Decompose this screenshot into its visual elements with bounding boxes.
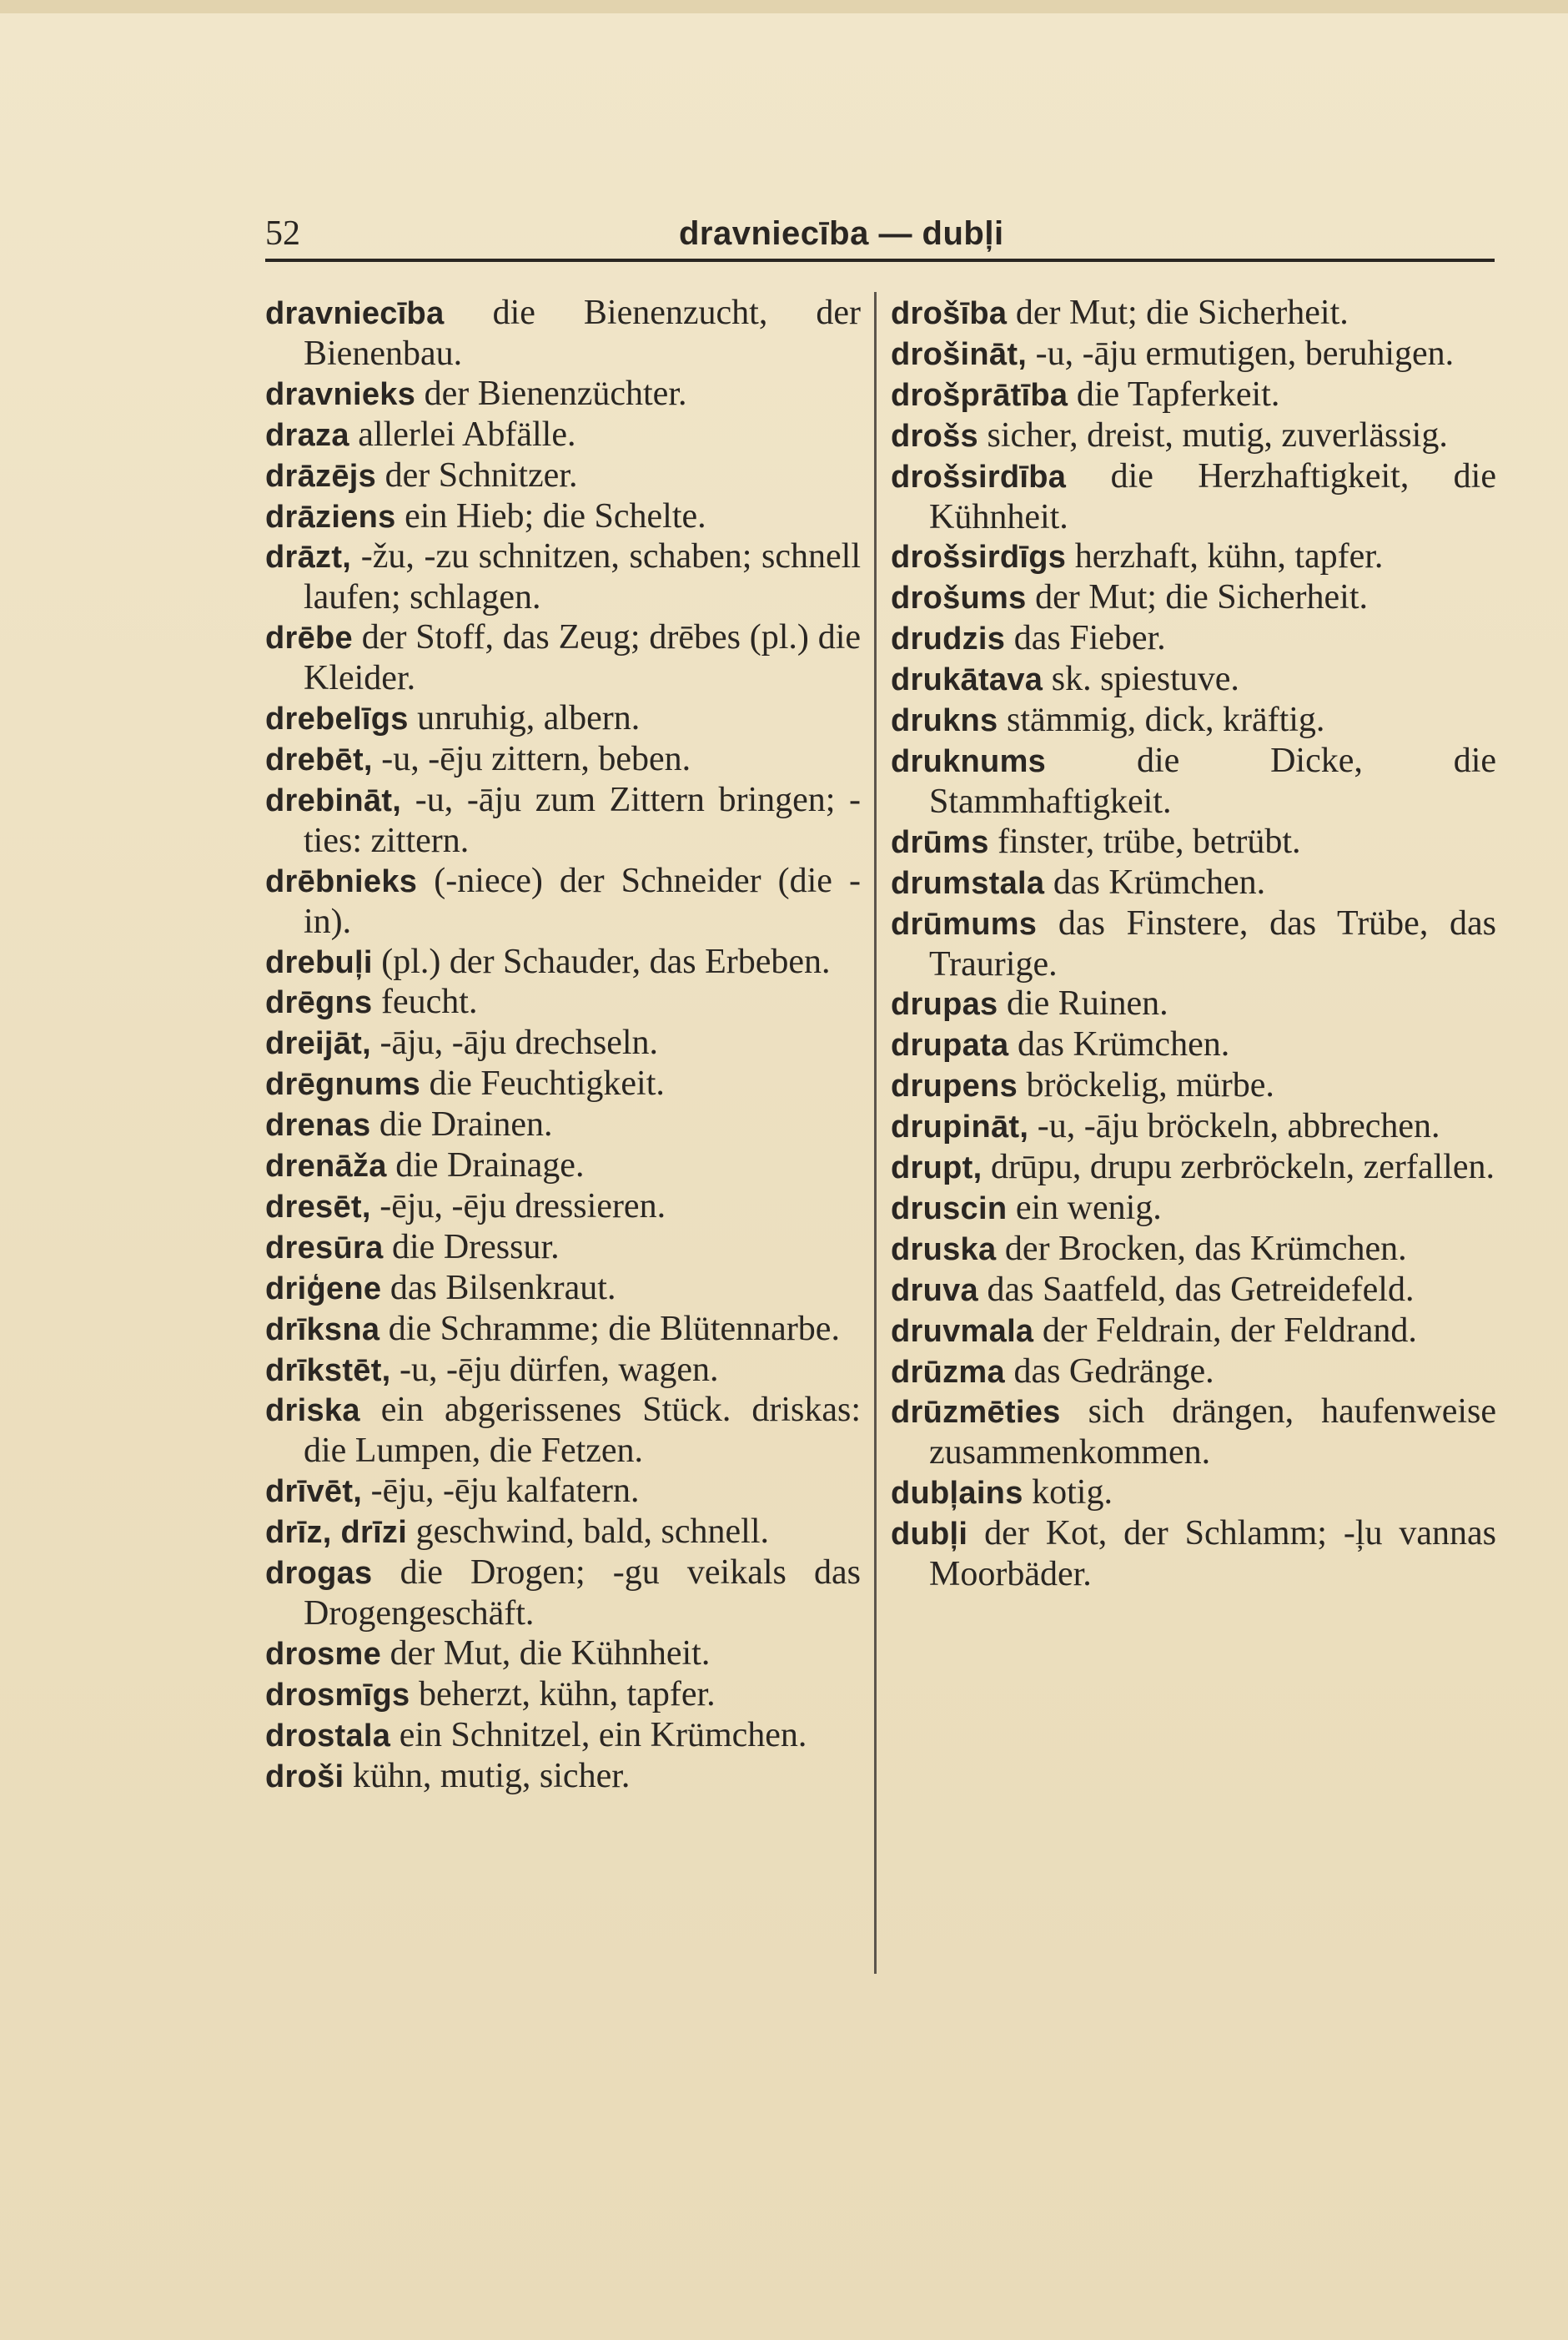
dictionary-entry	[265, 943, 861, 984]
entry-definition: das Saatfeld, das Getreidefeld.	[987, 1270, 1415, 1309]
entry-headword: drēgnums	[265, 1067, 421, 1103]
dictionary-entry	[891, 742, 1496, 823]
entry-headword: drošība	[891, 296, 1008, 331]
entry-headword: dresūra	[265, 1230, 384, 1266]
page-number: 52	[265, 214, 300, 253]
entry-headword: drebelīgs	[265, 702, 409, 737]
entry-headword: drupas	[891, 987, 998, 1023]
entry-headword: drūms	[891, 824, 989, 860]
entry-definition: finster, trübe, betrübt.	[998, 822, 1301, 861]
entry-headword: drāzt,	[265, 540, 352, 576]
dictionary-entry	[891, 660, 1496, 701]
dictionary-entry	[265, 983, 861, 1024]
entry-headword: dreijāt,	[265, 1026, 371, 1062]
entry-headword: drupināt,	[891, 1110, 1029, 1145]
entry-headword: drostala	[265, 1718, 391, 1754]
entry-headword: druska	[891, 1231, 997, 1267]
entry-definition: das Krümchen.	[1053, 863, 1266, 902]
entry-definition: die Dicke, die Stammhaftigkeit.	[929, 741, 1497, 821]
entry-definition: ein Hieb; die Schelte.	[405, 496, 706, 536]
dictionary-entry	[265, 862, 861, 943]
entry-definition: bröckelig, mürbe.	[1026, 1066, 1274, 1105]
dictionary-entry	[265, 781, 861, 862]
entry-definition: stämmig, dick, kräftig.	[1007, 701, 1325, 740]
dictionary-entry	[265, 1269, 861, 1310]
dictionary-entry	[265, 1757, 861, 1798]
column-divider	[874, 292, 877, 1974]
entry-headword: druva	[891, 1272, 978, 1308]
entry-headword: drogas	[265, 1556, 373, 1592]
entry-headword: druvmala	[891, 1313, 1034, 1349]
entry-definition: (pl.) der Schauder, das Erbeben.	[381, 942, 831, 981]
entry-definition: die Bienenzucht, der Bienenbau.	[304, 294, 862, 373]
entry-headword: drīkstēt,	[265, 1352, 391, 1388]
entry-definition: -u, -ēju zittern, beben.	[381, 739, 691, 778]
entry-headword: druknums	[891, 743, 1047, 779]
entry-definition: drūpu, drupu zerbröckeln, zerfallen.	[990, 1148, 1495, 1187]
entry-headword: drupens	[891, 1069, 1018, 1105]
entry-headword: drāziens	[265, 499, 396, 535]
entry-definition: sk. spiestuve.	[1051, 660, 1239, 699]
dictionary-entry	[891, 701, 1496, 742]
dictionary-entry	[891, 1066, 1496, 1107]
entry-definition: das Finstere, das Trübe, das Traurige.	[929, 903, 1496, 984]
entry-headword: drošs	[891, 418, 978, 454]
dictionary-entry	[265, 1024, 861, 1064]
entry-definition: sicher, dreist, mutig, zuverlässig.	[987, 415, 1448, 455]
dictionary-entry	[265, 740, 861, 781]
entry-headword: drēbe	[265, 621, 353, 657]
dictionary-entry	[891, 1352, 1496, 1393]
entry-definition: die Drainen.	[379, 1105, 553, 1145]
entry-headword: drudzis	[891, 621, 1006, 657]
entry-definition: -u, -āju ermutigen, beruhigen.	[1035, 334, 1455, 373]
dictionary-entry	[265, 1351, 861, 1391]
dictionary-entry	[891, 537, 1496, 578]
entry-definition: sich drängen, haufenweise zusammenkommen.	[929, 1392, 1496, 1472]
dictionary-entry	[891, 1107, 1496, 1148]
running-title: dravniecība — dubļi	[679, 215, 1004, 252]
dictionary-entry	[265, 1634, 861, 1675]
entry-headword: drošsirdīgs	[891, 540, 1067, 576]
dictionary-entry	[265, 1310, 861, 1351]
dictionary-entry	[265, 1064, 861, 1105]
entry-definition: der Feldrain, der Feldrand.	[1042, 1311, 1417, 1350]
entry-headword: drenāža	[265, 1149, 387, 1185]
entry-headword: drošprātība	[891, 377, 1068, 413]
entry-headword: dubļi	[891, 1517, 968, 1552]
entry-headword: drīksna	[265, 1311, 380, 1347]
entry-definition: -ēju, -ēju kalfatern.	[370, 1472, 640, 1511]
entry-definition: kühn, mutig, sicher.	[352, 1756, 631, 1795]
entry-definition: -u, -āju zum Zittern bringen; -ties: zittern.	[304, 780, 862, 860]
dictionary-entry	[265, 699, 861, 740]
dictionary-entry	[265, 1675, 861, 1716]
entry-definition: das Gedränge.	[1013, 1351, 1214, 1391]
entry-definition: der Brocken, das Krümchen.	[1004, 1229, 1407, 1268]
entry-definition: das Bilsenkraut.	[389, 1268, 616, 1307]
dictionary-entry	[891, 1392, 1496, 1473]
entry-headword: drēgns	[265, 985, 373, 1021]
dictionary-entry	[891, 294, 1496, 335]
entry-definition: -ēju, -ēju dressieren.	[379, 1186, 666, 1225]
entry-definition: kotig.	[1032, 1473, 1113, 1512]
entry-definition: ein abgerissenes Stück. driskas: die Lumpen, die Fetzen.	[304, 1391, 862, 1471]
entry-headword: drumstala	[891, 865, 1045, 901]
dictionary-entry	[891, 1311, 1496, 1352]
entry-headword: drūmums	[891, 906, 1038, 942]
entry-definition: der Bienenzüchter.	[424, 374, 687, 413]
dictionary-entry	[891, 984, 1496, 1025]
dictionary-entry	[265, 497, 861, 538]
entry-headword: driģene	[265, 1271, 382, 1306]
entry-definition: allerlei Abfälle.	[358, 415, 576, 454]
entry-headword: drošums	[891, 581, 1027, 616]
entry-definition: geschwind, bald, schnell.	[415, 1512, 769, 1552]
entry-headword: driska	[265, 1393, 360, 1429]
entry-headword: draza	[265, 417, 349, 453]
entry-definition: das Fieber.	[1013, 619, 1166, 658]
dictionary-entry	[891, 1271, 1496, 1311]
dictionary-entry	[891, 375, 1496, 416]
entry-definition: die Dressur.	[392, 1227, 560, 1266]
entry-definition: -žu, -zu schnitzen, schaben; schnell laufen; schlagen.	[304, 537, 861, 617]
entry-definition: (-niece) der Schneider (die -in).	[304, 861, 861, 941]
entry-definition: die Drainage.	[395, 1146, 585, 1185]
entry-definition: die Drogen; -gu veikals das Drogengeschäft.	[304, 1553, 861, 1633]
dictionary-entry	[891, 1189, 1496, 1230]
dictionary-entry	[891, 1148, 1496, 1189]
dictionary-entry	[891, 457, 1496, 538]
dictionary-entry	[891, 863, 1496, 904]
entry-headword: drebēt,	[265, 742, 373, 777]
dictionary-entry	[891, 1514, 1496, 1595]
entry-definition: -u, -āju bröckeln, abbrechen.	[1037, 1107, 1440, 1146]
page-header	[265, 210, 1495, 262]
entry-definition: herzhaft, kühn, tapfer.	[1074, 537, 1384, 576]
dictionary-entry	[265, 1472, 861, 1512]
entry-definition: feucht.	[381, 983, 478, 1022]
entry-headword: drūzmēties	[891, 1395, 1061, 1431]
entry-headword: drēbnieks	[265, 863, 418, 899]
dictionary-entry	[891, 619, 1496, 660]
dictionary-entry	[265, 1512, 861, 1553]
entry-definition: beherzt, kühn, tapfer.	[418, 1674, 716, 1713]
entry-headword: drīz, drīzi	[265, 1515, 408, 1551]
entry-definition: der Mut; die Sicherheit.	[1015, 294, 1349, 332]
dictionary-entry	[891, 578, 1496, 619]
dictionary-entry	[891, 1025, 1496, 1066]
dictionary-entry	[265, 1146, 861, 1187]
entry-definition: die Feuchtigkeit.	[429, 1064, 665, 1104]
entry-headword: drukns	[891, 703, 998, 739]
entry-definition: die Herzhaftigkeit, die Kühnheit.	[929, 456, 1496, 536]
dictionary-entry	[265, 1105, 861, 1146]
entry-headword: drāzējs	[265, 458, 377, 494]
entry-headword: dravnieks	[265, 376, 416, 412]
entry-headword: dubļains	[891, 1476, 1023, 1512]
entry-headword: drupt,	[891, 1150, 983, 1186]
entry-headword: droši	[265, 1759, 344, 1794]
dictionary-entry	[891, 1230, 1496, 1271]
entry-headword: drukātava	[891, 662, 1043, 698]
entry-headword: drīvēt,	[265, 1474, 363, 1510]
dictionary-entry	[265, 294, 861, 375]
entry-definition: -u, -ēju dürfen, wagen.	[400, 1350, 719, 1389]
dictionary-entry	[891, 823, 1496, 863]
entry-definition: die Schramme; die Blütennarbe.	[388, 1309, 840, 1348]
entry-definition: der Kot, der Schlamm; -ļu vannas Moorbäder.	[929, 1514, 1497, 1594]
dictionary-entry	[265, 415, 861, 456]
entry-headword: drupata	[891, 1028, 1009, 1064]
entry-headword: drosme	[265, 1636, 382, 1672]
entry-headword: drosmīgs	[265, 1677, 410, 1713]
entry-headword: drošināt,	[891, 336, 1028, 372]
dictionary-entry	[265, 1187, 861, 1228]
dictionary-entry	[891, 416, 1496, 457]
dictionary-entry	[265, 618, 861, 699]
entry-headword: drenas	[265, 1108, 371, 1144]
dictionary-entry	[265, 1716, 861, 1757]
right-column	[891, 294, 1496, 1595]
entry-definition: -āju, -āju drechseln.	[379, 1024, 659, 1063]
dictionary-entry	[265, 1391, 861, 1472]
entry-headword: drošsirdība	[891, 459, 1067, 495]
entry-headword: dravniecība	[265, 296, 445, 331]
entry-definition: die Ruinen.	[1007, 984, 1168, 1024]
entry-definition: ein wenig.	[1015, 1188, 1162, 1227]
entry-headword: druscin	[891, 1190, 1008, 1226]
entry-headword: dresēt,	[265, 1189, 371, 1225]
entry-definition: die Tapferkeit.	[1076, 375, 1280, 414]
dictionary-entry	[265, 537, 861, 618]
dictionary-entry	[891, 1473, 1496, 1514]
entry-definition: ein Schnitzel, ein Krümchen.	[399, 1715, 807, 1754]
dictionary-entry	[891, 904, 1496, 985]
entry-definition: das Krümchen.	[1017, 1025, 1230, 1064]
entry-definition: der Mut; die Sicherheit.	[1035, 578, 1368, 617]
dictionary-entry	[265, 375, 861, 415]
entry-definition: unruhig, albern.	[417, 699, 641, 738]
entry-headword: drebuļi	[265, 944, 373, 980]
entry-headword: drūzma	[891, 1354, 1005, 1390]
entry-definition: der Schnitzer.	[384, 455, 578, 495]
entry-headword: drebināt,	[265, 783, 402, 818]
dictionary-entry	[265, 1228, 861, 1269]
entry-definition: der Mut, die Kühnheit.	[389, 1633, 711, 1673]
entry-definition: der Stoff, das Zeug; drēbes (pl.) die Kleider.	[304, 618, 862, 698]
dictionary-entry	[265, 456, 861, 497]
dictionary-entry	[265, 1553, 861, 1634]
left-column	[265, 294, 861, 1798]
dictionary-entry	[891, 335, 1496, 375]
